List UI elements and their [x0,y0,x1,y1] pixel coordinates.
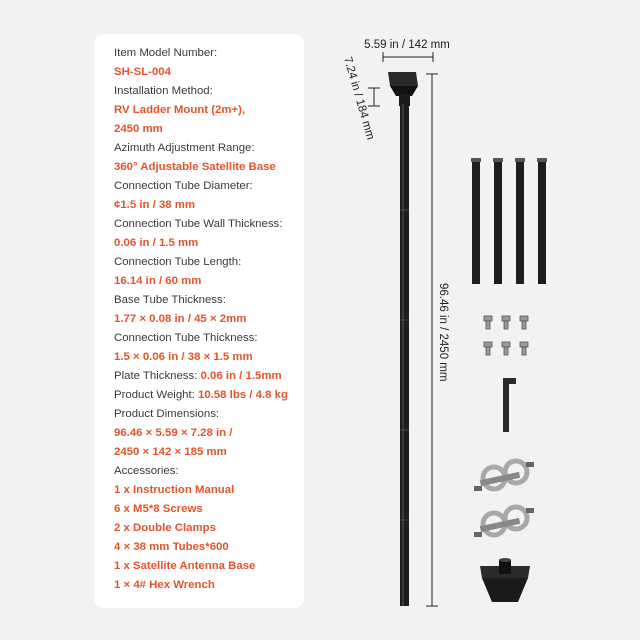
install-value-1: RV Ladder Mount (2m+), [114,104,246,116]
conn-diam-value: ¢1.5 in / 38 mm [114,199,196,211]
base-thick-value: 1.77 × 0.08 in / 45 × 2mm [114,313,247,325]
conn-len-label: Connection Tube Length: [114,256,242,268]
plate-value: 0.06 in / 1.5mm [200,370,282,382]
depth-dimension-label: 7.24 in / 184 mm [341,55,377,142]
accessory-item: 1 x Satellite Antenna Base [114,560,256,572]
model-value: SH-SL-004 [114,66,171,78]
conn-diam-label: Connection Tube Diameter: [114,180,253,192]
height-dimension-label: 96.46 in / 2450 mm [437,283,449,382]
connection-tubes [471,158,547,284]
base-thick-label: Base Tube Thickness: [114,294,226,306]
conn-thick-value: 1.5 × 0.06 in / 38 × 1.5 mm [114,351,253,363]
accessory-item: 1 × 4# Hex Wrench [114,579,215,591]
weight-value: 10.58 lbs / 4.8 kg [198,389,288,401]
conn-wall-value: 0.06 in / 1.5 mm [114,237,199,249]
width-dimension-label: 5.59 in / 142 mm [364,39,450,51]
conn-len-value: 16.14 in / 60 mm [114,275,202,287]
conn-thick-label: Connection Tube Thickness: [114,332,258,344]
azimuth-label: Azimuth Adjustment Range: [114,142,255,154]
width-dimension [364,39,450,62]
depth-dimension [341,56,380,142]
double-clamp [474,507,534,537]
accessory-item: 6 x M5*8 Screws [114,503,203,515]
conn-wall-label: Connection Tube Wall Thickness: [114,218,283,230]
satellite-antenna-base [480,558,530,602]
accessories-label: Accessories: [114,465,179,477]
install-value-2: 2450 mm [114,123,163,135]
height-dimension [426,74,449,606]
install-label: Installation Method: [114,85,213,97]
dims-value-2: 2450 × 142 × 185 mm [114,446,227,458]
double-clamp [474,461,534,491]
accessory-item: 1 x Instruction Manual [114,484,235,496]
azimuth-value: 360° Adjustable Satellite Base [114,161,276,173]
main-pole [400,104,409,606]
weight-label: Product Weight: [114,389,198,401]
mounting-plate-top [388,72,418,106]
model-label: Item Model Number: [114,47,218,59]
accessory-item: 4 × 38 mm Tubes*600 [114,541,229,553]
accessory-item: 2 x Double Clamps [114,522,216,534]
plate-label: Plate Thickness: [114,370,201,382]
hex-wrench [503,378,516,432]
screws [484,316,528,355]
dims-value-1: 96.46 × 5.59 × 7.28 in / [114,427,233,439]
dims-label: Product Dimensions: [114,408,220,420]
